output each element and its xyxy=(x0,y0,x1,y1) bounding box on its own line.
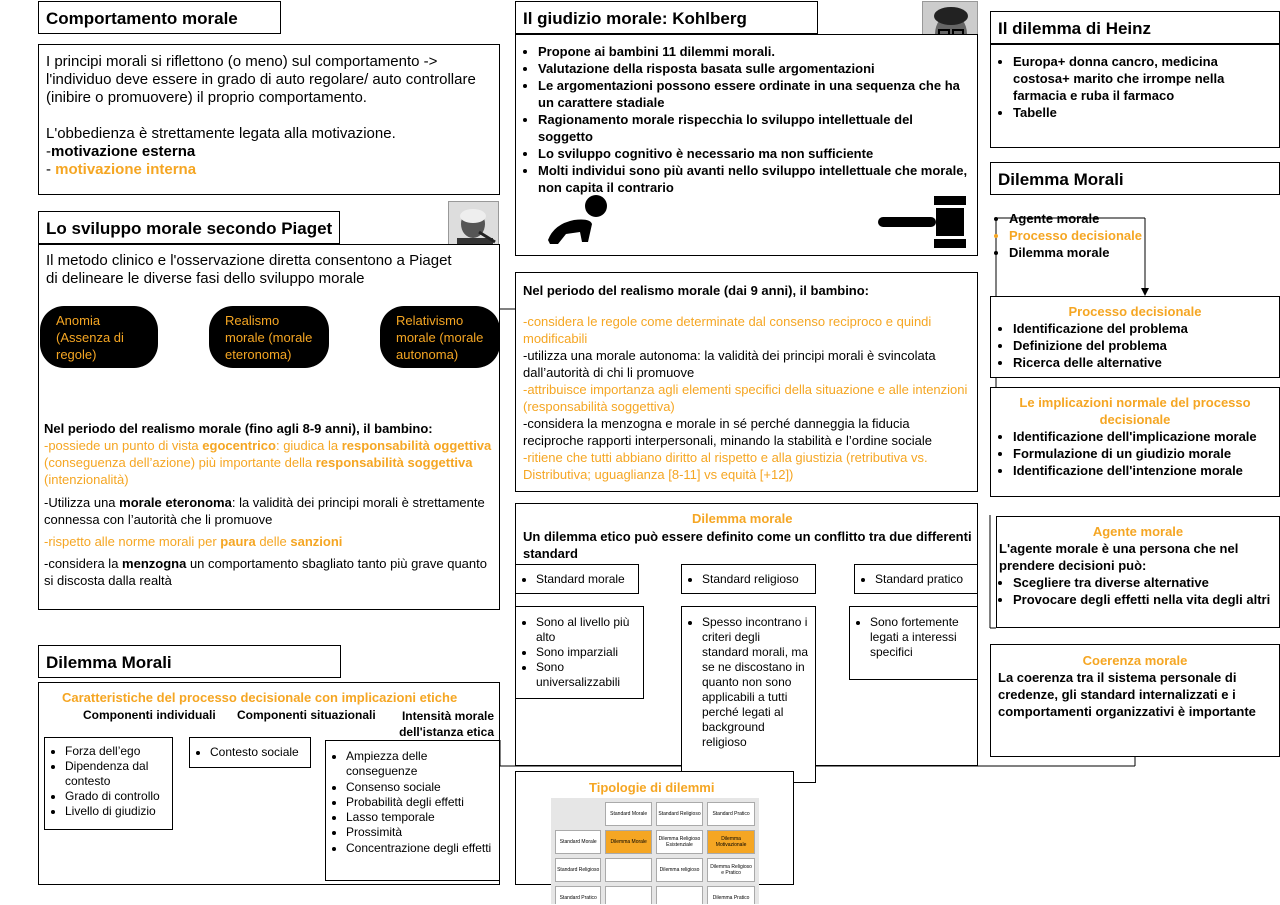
kohlberg-item: • Molti individui sono più avanti nello sviluppo intellettuale che morale, non capita il contrario xyxy=(538,162,969,196)
realismo-content xyxy=(44,420,496,589)
coerenza-text: La coerenza tra il sistema personale di credenze, gli standard internalizzati e i comportamenti organizzativi è importante xyxy=(998,670,1256,719)
kohlberg-list xyxy=(524,43,969,196)
standard-morale: • Standard morale xyxy=(515,564,639,594)
relativism-line: -ritiene che tutti abbiano diritto al rispetto e alla giustizia (retributiva vs. Distributiva; uguaglianza [8-11] vs equità [+12]) xyxy=(523,450,928,482)
realismo-heading: Nel periodo del realismo morale (fino agli 8-9 anni), il bambino: xyxy=(44,421,433,436)
motivazione-interna: - motivazione interna xyxy=(46,161,197,178)
dilemma-right-title: Dilemma Morali xyxy=(990,162,1280,195)
relativism-line: -attribuisce importanza agli elementi specifici della situazione e alle intenzioni (responsabilità soggettiva) xyxy=(523,382,968,414)
heinz-title: Il dilemma di Heinz xyxy=(990,11,1280,44)
stage-realismo: Realismo morale (morale eteronoma) xyxy=(209,306,329,368)
realismo-r1: -possiede un punto di vista egocentrico: giudica la responsabilità oggettiva (conseguenza dell’azione) più importante della responsabilità soggettiva (intenzionalità) xyxy=(44,438,492,487)
comportamento-box xyxy=(38,44,500,195)
agente-def: L'agente morale è una persona che nel prendere decisioni può: xyxy=(999,541,1239,573)
relativism-line: -utilizza una morale autonoma: la validità dei principi morali è svincolata dall’autorità di chi li promuove xyxy=(523,348,936,380)
agente-title: Agente morale xyxy=(1092,524,1184,539)
standard-religioso-details: • Spesso incontrano i criteri degli standard morali, ma se ne discostano in quanto non sono applicabili a tutti perché legati al background religioso xyxy=(681,606,816,783)
realismo-r2: -Utilizza una morale eteronoma: la validità dei principi morali è strettamente connessa con l’autorità che li promuove xyxy=(44,495,485,527)
relativism-heading: Nel periodo del realismo morale (dai 9 anni), il bambino: xyxy=(523,283,870,298)
agente-box: Agente morale L'agente morale è una persona che nel prendere decisioni può: • Scegliere tra diverse alternative • Provocare degli effetti nella vita degli altri xyxy=(996,516,1280,628)
stage-anomia: Anomia (Assenza di regole) xyxy=(40,306,158,368)
col-head-individuali: Componenti individuali xyxy=(83,708,216,722)
kohlberg-title: Il giudizio morale: Kohlberg xyxy=(515,1,818,34)
gavel-icon xyxy=(876,196,968,248)
processo-title: Processo decisionale xyxy=(1068,304,1202,319)
kohlberg-item: • Lo sviluppo cognitivo è necessario ma non sufficiente xyxy=(538,145,969,162)
comportamento-p1: I principi morali si riflettono (o meno) sul comportamento -> l'individuo deve essere in grado di auto regolare/ auto controllare (inibire o promuovere) il proprio comportamento. xyxy=(46,53,476,106)
standard-pratico: • Standard pratico xyxy=(854,564,978,594)
kohlberg-item: • Valutazione della risposta basata sulle argomentazioni xyxy=(538,60,969,77)
tipologie-table-wrap xyxy=(551,798,759,904)
implicazioni-box: Le implicazioni normale del processo decisionale • Identificazione dell'implicazione morale • Formulazione di un giudizio morale • Identificazione dell'intenzione morale xyxy=(990,387,1280,497)
standard-pratico-details: • Sono fortemente legati a interessi specifici xyxy=(849,606,978,680)
tipologie-table: Standard Morale Standard Religioso Standard Pratico Standard Morale Dilemma Morale Dilemma Religioso Esistenziale Dilemma Motivazionale Standard Religioso Dilemma religioso Dilemma Religioso e Pratico Standard Pratico Dilemma Pratico xyxy=(551,798,759,904)
dilemma-morale-title: Dilemma morale xyxy=(692,511,793,526)
kohlberg-item: • Le argomentazioni possono essere ordinate in una sequenza che ha un carattere stadiale xyxy=(538,77,969,111)
coerenza-title: Coerenza morale xyxy=(1082,653,1188,668)
dilemma-morale-def: Un dilemma etico può essere definito come un conflitto tra due differenti standard xyxy=(523,529,972,561)
realismo-r4: -considera la menzogna un comportamento sbagliato tanto più grave quanto si discosta dalla realtà xyxy=(44,556,487,588)
intensita-box: • Ampiezza delle conseguenze • Consenso sociale • Probabilità degli effetti • Lasso temporale • Prossimità • Concentrazione degli effetti xyxy=(325,740,500,881)
col-head-situazionali: Componenti situazionali xyxy=(237,708,376,722)
baby-icon xyxy=(544,194,612,246)
tipologie-title: Tipologie di dilemmi xyxy=(589,780,715,795)
implicazioni-title: Le implicazioni normale del processo decisionale xyxy=(1019,395,1251,427)
kohlberg-item: • Propone ai bambini 11 dilemmi morali. xyxy=(538,43,969,60)
standard-religioso: • Standard religioso xyxy=(681,564,816,594)
comportamento-title: Comportamento morale xyxy=(38,1,281,34)
stage-relativismo: Relativismo morale (morale autonoma) xyxy=(380,306,500,368)
coerenza-box xyxy=(990,644,1280,757)
caratteristiche-title: Caratteristiche del processo decisionale con implicazioni etiche xyxy=(62,690,458,705)
individuali-box: • Forza dell’ego • Dipendenza dal contesto • Grado di controllo • Livello di giudizio xyxy=(44,737,173,830)
piaget-title: Lo sviluppo morale secondo Piaget xyxy=(38,211,340,244)
comportamento-p2: L'obbedienza è strettamente legata alla motivazione. xyxy=(46,125,396,142)
standard-morale-details: • Sono al livello più alto • Sono imparziali • Sono universalizzabili xyxy=(515,606,644,699)
relativism-line: -considera la menzogna e morale in sé perché danneggia la fiducia reciproche rapporti interpersonali, minando la stabilità e l’ordine sociale xyxy=(523,416,932,448)
kohlberg-item: • Ragionamento morale rispecchia lo sviluppo intellettuale del soggetto xyxy=(538,111,969,145)
relativism-box xyxy=(515,272,978,492)
heinz-box: • Europa+ donna cancro, medicina costosa+ marito che irrompe nella farmacia e ruba il farmaco • Tabelle xyxy=(990,44,1280,148)
dilemma-right-list: • Agente morale • Processo decisionale • Dilemma morale xyxy=(997,210,1142,261)
realismo-r3: -rispetto alle norme morali per paura delle sanzioni xyxy=(44,534,343,549)
relativism-line: -considera le regole come determinate dal consenso reciproco e quindi modificabili xyxy=(523,314,932,346)
piaget-intro: Il metodo clinico e l'osservazione diretta consentono a Piaget di delineare le diverse fasi dello sviluppo morale xyxy=(46,252,452,287)
motivazione-esterna: -motivazione esterna xyxy=(46,143,196,160)
processo-box: Processo decisionale • Identificazione del problema • Definizione del problema • Ricerca delle alternative xyxy=(990,296,1280,378)
col-head-intensita: Intensità morale dell'istanza etica xyxy=(399,709,494,739)
dilemmi-bottom-title: Dilemma Morali xyxy=(38,645,341,678)
situazionali-box: • Contesto sociale xyxy=(189,737,311,768)
